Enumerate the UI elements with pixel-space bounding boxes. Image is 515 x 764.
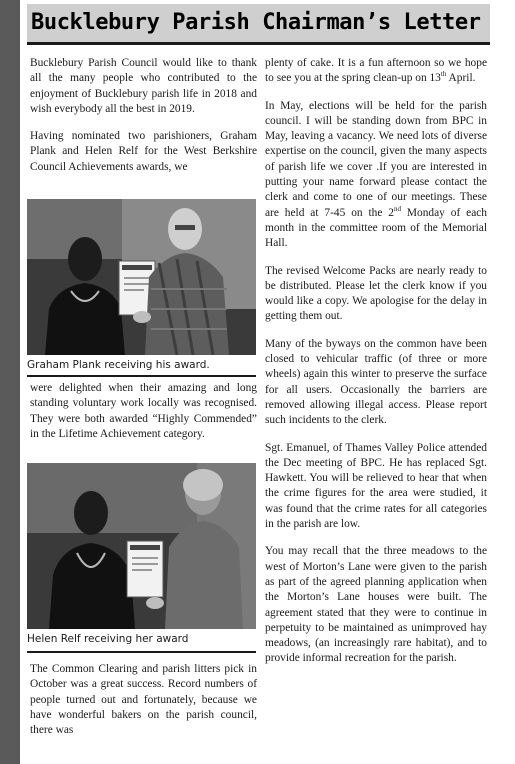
left-column-bottom	[30, 662, 257, 750]
elections-text-end: Monday of each month in the committee room of the Memorial Hall.	[265, 206, 488, 250]
clearing-paragraph: The Common Clearing and parish litters pick in October was a great success. Record numbers of people turned out and fortunately, because we have wonderful bakers on the parish council, there was	[30, 663, 257, 737]
elections-superscript: nd	[394, 204, 401, 213]
intro-paragraph: Bucklebury Parish Council would like to thank all the many people who contributed to the enjoyment of Bucklebury parish life in 2018 and wish everybody all the best in 2019.	[30, 57, 257, 115]
left-column-middle	[30, 381, 257, 454]
award-paragraph: were delighted when their amazing and long standing voluntary work locally was recognised. They were both awarded “Highly Commended” in the Lifetime Achievement category.	[30, 382, 257, 440]
cake-text: plenty of cake. It is a fun afternoon so we hope to see you at the spring clean-up on 13	[265, 57, 487, 85]
caption-helen-relf: Helen Relf receiving her award	[27, 633, 256, 653]
photo-helen-relf-image	[27, 463, 256, 629]
cake-paragraph	[265, 56, 487, 87]
photo-graham-plank-image	[27, 199, 256, 355]
photo-helen-relf	[27, 463, 256, 629]
meadows-paragraph: You may recall that the three meadows to the west of Morton’s Lane were given to the parish as part of the agreed planning application when the Morton’s Lane houses were built. The agreement stated that they were to continue in perpetuity to be maintained as unimproved hay meadows, (an increasingly rare habitat), and to provide informal recreation for the parish.	[265, 545, 487, 665]
cake-superscript: th	[440, 70, 447, 79]
nomination-paragraph: Having nominated two parishioners, Graham Plank and Helen Relf for the West Berkshire Council Achievements awards, we	[30, 130, 257, 173]
cake-text-end: April.	[446, 72, 476, 85]
caption-graham-plank: Graham Plank receiving his award.	[27, 359, 256, 377]
page-title: Bucklebury Parish Chairman’s Letter	[31, 10, 481, 35]
side-bar	[0, 0, 20, 764]
elections-paragraph	[265, 99, 487, 252]
elections-text: In May, elections will be held for the parish council. I will be standing down from BPC in May, leaving a vacancy. We need lots of diverse expertise on the council, given the many aspects of parish life we cover .If you are interested in putting your name forward please contact the clerk and come to one of our meetings. These are held at 7-45 on the 2	[265, 99, 487, 219]
byways-paragraph: Many of the byways on the common have been closed to vehicular traffic (of three or more wheels) again this winter to preserve the surface for all users. Occasionally the barriers are removed allowing illegal access. Please report such incidents to the clerk.	[265, 337, 487, 427]
photo-graham-plank	[27, 199, 256, 355]
right-column	[265, 56, 487, 679]
title-banner	[27, 4, 490, 45]
left-column-top	[30, 56, 257, 187]
police-paragraph: Sgt. Emanuel, of Thames Valley Police attended the Dec meeting of BPC. He has replaced Sgt. Hawkett. You will be relieved to hear that when the crime figures for the area were studied, it was found that the crime rates for all categories in the parish are low.	[265, 441, 487, 531]
welcome-packs-paragraph: The revised Welcome Packs are nearly ready to be distributed. Please let the clerk know if you would like a copy. We apologise for the delay in getting them out.	[265, 264, 487, 323]
